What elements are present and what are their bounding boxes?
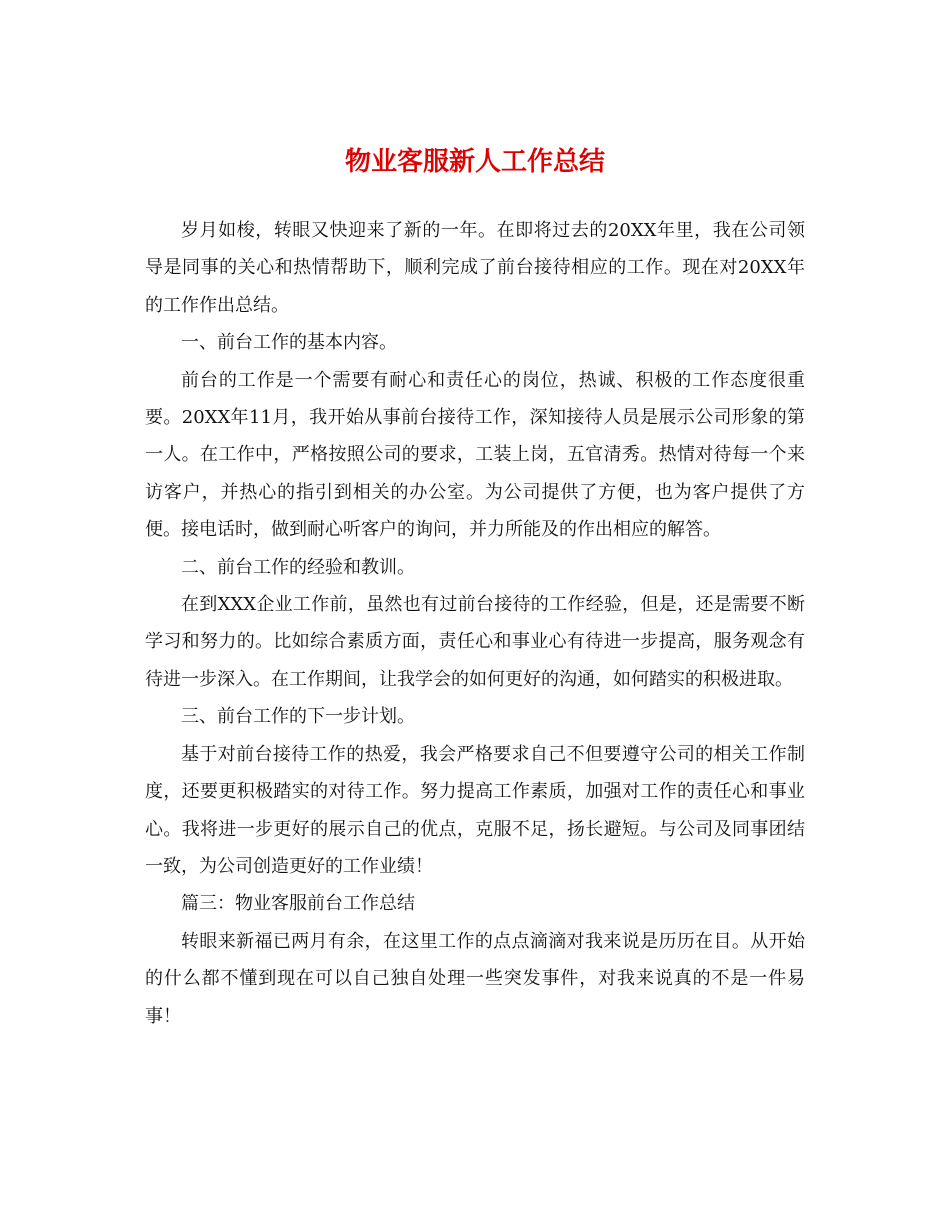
paragraph-section-2: 在到XXX企业工作前，虽然也有过前台接待的工作经验，但是，还是需要不断学习和努力的。比如综合素质方面，责任心和事业心有待进一步提高，服务观念有待进一步深入。在工作期间，让我学会的如何更好的沟通，如何踏实的积极进取。 <box>145 594 805 690</box>
section-heading-1: 一、前台工作的基本内容。 <box>181 332 397 354</box>
paragraph-chapter-intro: 转眼来新福已两月有余，在这里工作的点点滴滴对我来说是历历在目。从开始的什么都不懂到现在可以自己独自处理一些突发事件，对我来说真的不是一件易事！ <box>145 930 805 1027</box>
document-body <box>145 212 805 1035</box>
document-title: 物业客服新人工作总结 <box>344 147 605 177</box>
chapter-heading: 篇三：物业客服前台工作总结 <box>181 893 415 915</box>
paragraph-section-1: 前台的工作是一个需要有耐心和责任心的岗位，热诚、积极的工作态度很重要。20XX年11月，我开始从事前台接待工作，深知接待人员是展示公司形象的第一人。在工作中，严格按照公司的要求，工装上岗，五官清秀。热情对待每一个来访客户，并热心的指引到相关的办公室。为公司提供了方便，也为客户提供了方便。接电话时，做到耐心听客户的询问，并力所能及的作出相应的解答。 <box>145 369 805 541</box>
paragraph-intro: 岁月如梭，转眼又快迎来了新的一年。在即将过去的20XX年里，我在公司领导是同事的关心和热情帮助下，顺利完成了前台接待相应的工作。现在对20XX年的工作作出总结。 <box>145 220 805 316</box>
paragraph-section-3: 基于对前台接待工作的热爱，我会严格要求自己不但要遵守公司的相关工作制度，还要更积极踏实的对待工作。努力提高工作素质，加强对工作的责任心和事业心。我将进一步更好的展示自己的优点，克服不足，扬长避短。与公司及同事团结一致，为公司创造更好的工作业绩！ <box>145 743 805 877</box>
section-heading-3: 三、前台工作的下一步计划。 <box>181 706 415 728</box>
section-heading-2: 二、前台工作的经验和教训。 <box>181 556 415 578</box>
